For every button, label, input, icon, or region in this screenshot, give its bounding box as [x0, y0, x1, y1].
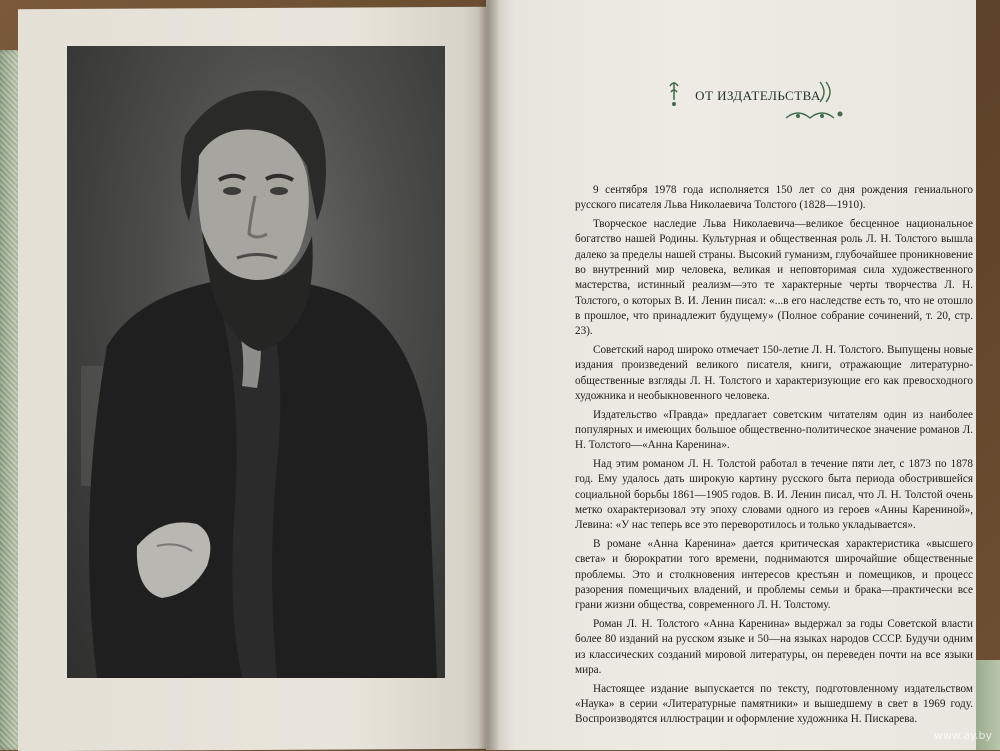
portrait-illustration — [67, 46, 445, 678]
paragraph: Советский народ широко отмечает 150-летие Л. Н. Толстого. Выпущены новые издания произведений великого писателя, книги, отражающие литературно-общественные взгляды Л. Н. Толстого и характеризующие его как превосходного художника и необыкновенного человека. — [575, 343, 973, 402]
book-gutter — [478, 0, 500, 750]
paragraph: 9 сентября 1978 года исполняется 150 лет со дня рождения гениального русского писателя Льва Николаевича Толстого (1828—1910). — [575, 184, 973, 212]
paragraph: Настоящее издание выпускается по тексту, подготовленному издательством «Наука» в серии «Литературные памятники» и вышедшему в свет в 1969 году. Воспроизводятся иллюстрации и оформление художника Н. Пискарева. — [575, 682, 973, 726]
paragraph: Роман Л. Н. Толстого «Анна Каренина» выдержал за годы Советской власти более 80 изданий на русском языке и 50—на языках народов СССР. Будучи одним из классических созданий мировой литературы, он переведен почти на все языки мира. — [575, 618, 973, 676]
paragraph: Над этим романом Л. Н. Толстой работал в течение пяти лет, с 1873 по 1878 год. Ему удалось дать широкую картину русского быта периода обострившейся социальной борьбы 1861—1905 годов. В. И. Ленин писал, что Л. Н. Толстой очень метко охарактеризовал эту эпоху словами одного из героев «Анны Карениной», Левина: «У нас теперь все это переворотилось и только укладывается». — [575, 458, 973, 532]
body-text — [575, 183, 973, 731]
paragraph: В романе «Анна Каренина» дается критическая характеристика «высшего света» и бюрократии того времени, поднимаются широчайшие общественные проблемы. Это и столкновения интересов крестьян и помещиков, и процесс разорения помещичьих владений, и проблемы семьи и брака—практически все грани жизни общества, современного Л. Н. Толстому. — [575, 538, 973, 612]
paragraph: Издательство «Правда» предлагает советским читателям один из наиболее популярных и имеющих большое общественно-политическое значение романов Л. Н. Толстого—«Анна Каренина». — [575, 408, 973, 452]
page-heading: ОТ ИЗДАТЕЛЬСТВА — [695, 88, 821, 103]
paragraph: Творческое наследие Льва Николаевича—великое бесценное национальное богатство нашей Родины. Культурная и общественная роль Л. Н. Толстого вышла далеко за пределы нашей страны. Высокий гуманизм, глубочайшее проникновение во внутренний мир человека, великая и неповторимая сила художественного мастерства, истинный реализм—это те характерные черты творчества Л. Н. Толстого, о которых В. И. Ленин писал: «...в его наследстве есть то, что не отошло в прошлое, что принадлежит будущему» (Полное собрание сочинений, т. 20, стр. 23). — [575, 218, 973, 338]
watermark: www.ay.by — [933, 729, 992, 742]
tolstoy-portrait — [67, 46, 445, 678]
